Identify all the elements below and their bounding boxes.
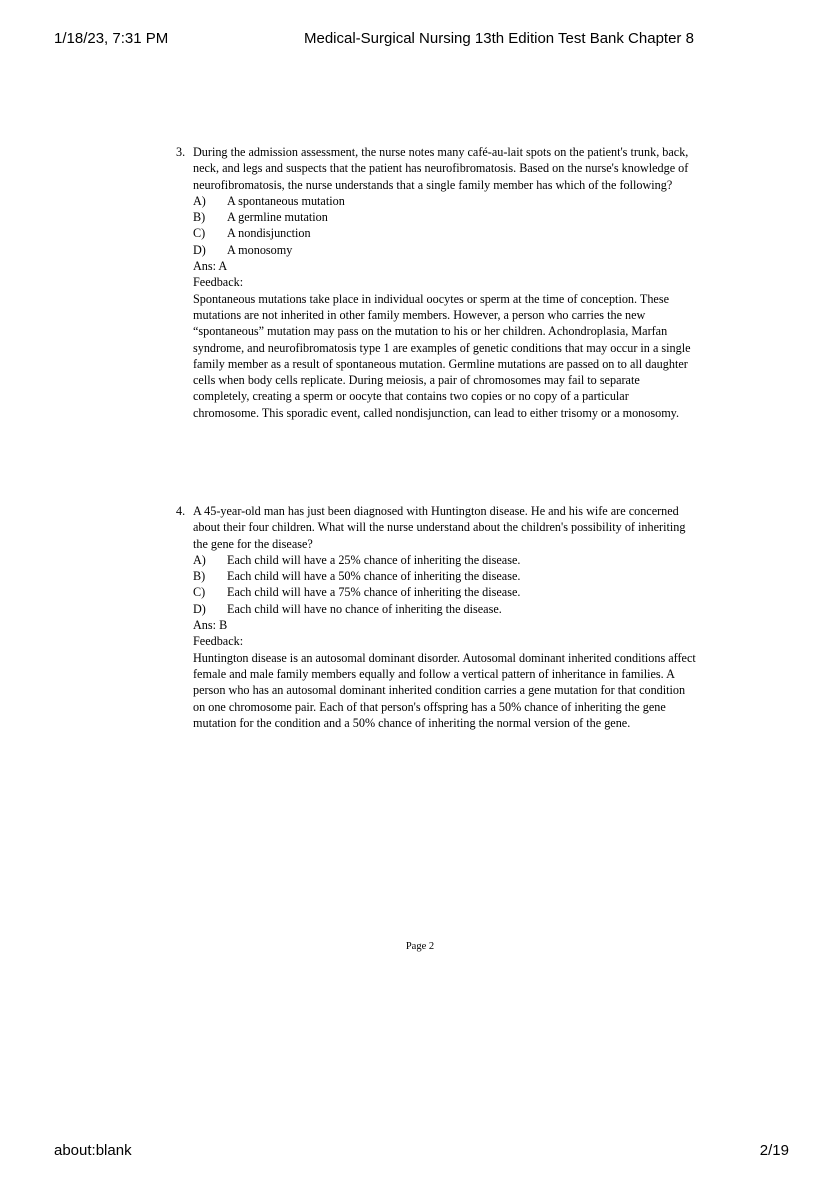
option-b: [176, 568, 696, 584]
option-d: [176, 601, 696, 617]
option-text: Each child will have a 50% chance of inheriting the disease.: [227, 569, 521, 584]
option-text: Each child will have a 75% chance of inheriting the disease.: [227, 585, 521, 600]
page-url: about:blank: [54, 1142, 132, 1159]
option-a: [176, 552, 696, 568]
option-b: [176, 209, 696, 225]
page-number: Page 2: [405, 941, 435, 952]
option-d: [176, 242, 696, 258]
option-c: [176, 225, 696, 241]
option-letter: B): [193, 210, 206, 225]
option-text: Each child will have no chance of inheriting the disease.: [227, 601, 502, 616]
option-text: A monosomy: [227, 242, 293, 257]
question-4: [176, 503, 696, 731]
question-3: [176, 144, 696, 421]
option-letter: D): [193, 601, 206, 616]
option-text: Each child will have a 25% chance of inheriting the disease.: [227, 552, 521, 567]
document-title: Medical-Surgical Nursing 13th Edition Test Bank Chapter 8: [304, 30, 694, 47]
option-a: [176, 193, 696, 209]
question-number: 3.: [176, 145, 186, 159]
question-stem: During the admission assessment, the nurse notes many café-au-lait spots on the patient's trunk, back, neck, and legs and suspects that the patient has neurofibromatosis. Based on the nurse's knowledge of neurofibromatosis, the nurse understands that a single family member has which of the following?: [193, 145, 689, 192]
answer-key: Ans: A: [193, 259, 228, 274]
feedback-text: Spontaneous mutations take place in individual oocytes or sperm at the time of conception. These mutations are not inherited in other family members. However, a person who carries the new “spontaneous” mutation may pass on the mutation to his or her children. Achondroplasia, Marfan syndrome, and neurofibromatosis type 1 are examples of genetic conditions that may occur in a single family member as a result of spontaneous mutation. Germline mutations are passed on to all daughter cells when body cells replicate. During meiosis, a pair of chromosomes may fail to separate completely, creating a sperm or oocyte that contains two copies or no copy of a particular chromosome. This sporadic event, called nondisjunction, can lead to either trisomy or a monosomy.: [193, 291, 691, 420]
feedback-label: Feedback:: [193, 275, 244, 290]
option-text: A germline mutation: [227, 210, 328, 225]
option-text: A spontaneous mutation: [227, 193, 345, 208]
option-letter: D): [193, 242, 206, 257]
option-letter: A): [193, 552, 206, 567]
print-datetime: 1/18/23, 7:31 PM: [54, 30, 169, 47]
option-letter: A): [193, 193, 206, 208]
option-c: [176, 584, 696, 600]
question-stem: A 45-year-old man has just been diagnosed with Huntington disease. He and his wife are concerned about their four children. What will the nurse understand about the children's possibility of inheriting the gene for the disease?: [193, 504, 686, 551]
page-counter: 2/19: [759, 1142, 789, 1159]
answer-key: Ans: B: [193, 618, 228, 633]
option-letter: B): [193, 569, 206, 584]
feedback-text: Huntington disease is an autosomal dominant disorder. Autosomal dominant inherited conditions affect female and male family members equally and follow a vertical pattern of inheritance in families. A person who has an autosomal dominant inherited condition carries a gene mutation for that condition on one chromosome pair. Each of that person's offspring has a 50% chance of inheriting the gene mutation for the condition and a 50% chance of inheriting the normal version of the gene.: [193, 650, 696, 730]
option-letter: C): [193, 226, 206, 241]
question-number: 4.: [176, 504, 186, 518]
option-text: A nondisjunction: [227, 226, 311, 241]
feedback-label: Feedback:: [193, 634, 244, 649]
option-letter: C): [193, 585, 206, 600]
